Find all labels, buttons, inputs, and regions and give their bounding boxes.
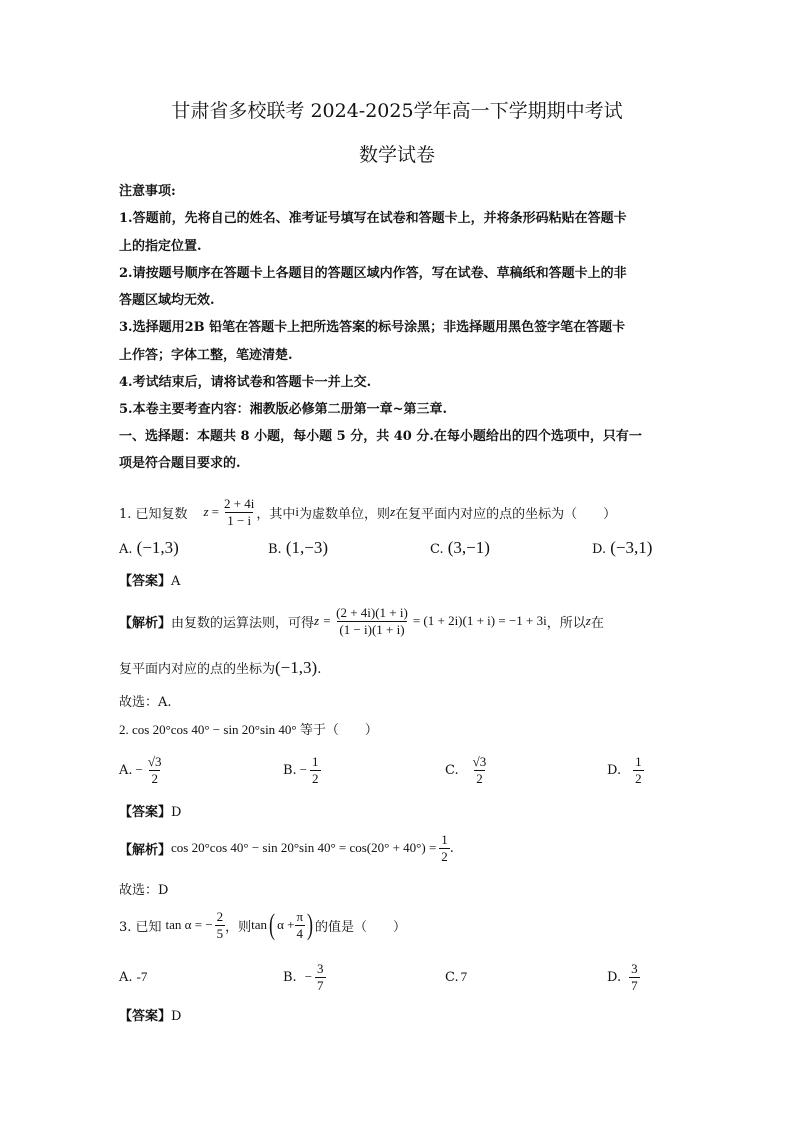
q1-answer: 【答案】A [119, 574, 181, 589]
q3-option-d: D. $\frac{3}{7}$ [607, 960, 638, 993]
page-subtitle: 数学试卷 [358, 144, 435, 166]
notice-line: 答题区域均无效. [119, 293, 215, 308]
question-2-stem: 2. cos 20°cos 40° − sin 20°sin 40° 等于（ ） [119, 722, 378, 737]
q1-analysis-line2: 复平面内对应的点的坐标为(−1,3). [119, 658, 322, 677]
notice-heading: 注意事项: [119, 184, 176, 199]
q1-option-d: D. (−3,1) [592, 538, 653, 557]
notice-line: 2.请按题号顺序在答题卡上各题目的答题区域内作答，写在试卷、草稿纸和答题卡上的非 [119, 266, 627, 281]
q3-answer: 【答案】D [119, 1009, 182, 1024]
question-3-stem: 3. 已知 tan α = − $\frac{2}{5}$ ，则 tan ( α + $\frac{\pi}{4}$ ) 的值是（ ） [119, 908, 407, 941]
q2-analysis: 【解析】 cos 20°cos 40° − sin 20°sin 40° = cos(20° + 40°) = $\frac{1}{2}$ . [119, 831, 454, 864]
q1-option-a: A. (−1,3) [119, 538, 179, 557]
q3-option-a: A. -7 [119, 969, 148, 985]
q3-option-b: B. − $\frac{3}{7}$ [283, 960, 324, 993]
q2-conclusion: 故选：D [119, 883, 169, 898]
q1-conclusion: 故选：A. [119, 695, 172, 710]
q2-answer: 【答案】D [119, 805, 182, 820]
notice-line: 1.答题前，先将自己的姓名、准考证号填写在试卷和答题卡上，并将条形码粘贴在答题卡 [119, 211, 627, 226]
notice-line: 4.考试结束后，请将试卷和答题卡一并上交. [119, 375, 372, 390]
q1-option-c: C. (3,−1) [430, 538, 490, 557]
section-heading: 一、选择题：本题共 8 小题，每小题 5 分，共 40 分.在每小题给出的四个选项中，只有一 [119, 429, 642, 444]
q2-option-c: C. $\frac{√3}{2}$ [445, 753, 487, 786]
section-heading-cont: 项是符合题目要求的. [119, 456, 241, 471]
q2-option-a: A. − $\frac{√3}{2}$ [119, 753, 162, 786]
page-title: 甘肃省多校联考 2024-2025学年高一下学期期中考试 [171, 100, 623, 122]
q2-option-d: D. $\frac{1}{2}$ [607, 753, 642, 786]
question-1-stem: 1. 已知复数 z = $\frac{2 + 4i}{1 - i}$ ，其中 i 为虚数单位，则 z 在复平面内对应的点的坐标为（ ） [119, 495, 617, 528]
notice-line: 上作答；字体工整，笔迹清楚. [119, 348, 293, 363]
notice-line: 上的指定位置. [119, 239, 202, 254]
q2-option-b: B. − $\frac{1}{2}$ [283, 753, 319, 786]
q1-option-b: B. (1,−3) [268, 538, 328, 557]
q1-fraction: $\frac{2 + 4i}{1 - i}$ [223, 495, 255, 528]
q1-analysis: 【解析】 由复数的运算法则，可得 z = $\frac{(2 + 4i)(1 + i)}{(1 - i)(1 + i)}$ = (1 + 2i)(1 + i) = −1 + 3i ，所以 z 在 [119, 604, 604, 637]
q1-analysis-fraction: $\frac{(2 + 4i)(1 + i)}{(1 - i)(1 + i)}$ [336, 604, 408, 637]
notice-line: 3.选择题用2B 铅笔在答题卡上把所选答案的标号涂黑；非选择题用黑色签字笔在答题卡 [119, 320, 626, 335]
q3-option-c: C. 7 [445, 969, 468, 985]
notice-line: 5.本卷主要考查内容：湘教版必修第二册第一章~第三章. [119, 402, 447, 417]
